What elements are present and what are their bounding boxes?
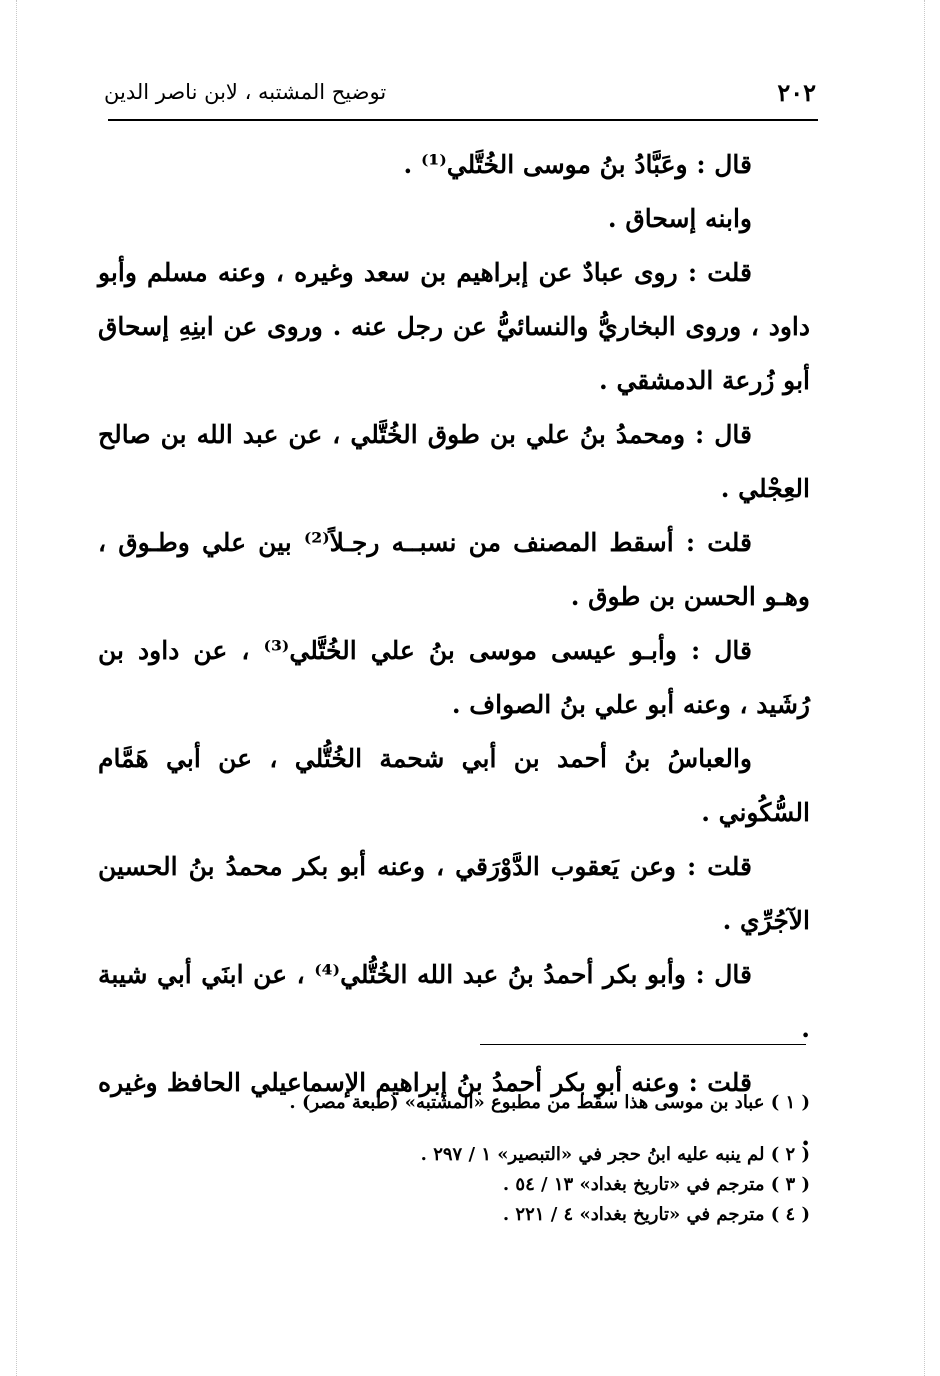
footnote: ( ٢ ) لم ينبه عليه ابنُ حجر في «التبصير» ١ / ٢٩٧ . [420, 1144, 810, 1165]
page-header [104, 78, 816, 112]
paragraph: قلت : روى عبادٌ عن إبراهيم بن سعد وغيره ، وعنه مسلم وأبو داود ، وروى البخاريُّ والنسائيُّ عن رجل عنه . وروى عن ابنِهِ إسحاق أبو زُرعة الدمشقي . [98, 258, 810, 395]
paragraph: وابنه إسحاق . [607, 204, 752, 233]
paragraph: قال : ومحمدُ بنُ علي بن طوق الخُتَّلي ، عن عبد الله بن صالح العِجْلي . [98, 420, 810, 503]
footnote: ( ٤ ) مترجم في «تاريخ بغداد» ٤ / ٢٢١ . [502, 1204, 810, 1225]
paragraph: والعباسُ بنُ أحمد بن أبي شحمة الخُتُّلي ، عن أبي هَمَّام السُّكُوني . [98, 744, 810, 827]
page-number: ٢٠٢ [777, 78, 816, 107]
running-title: توضيح المشتبه ، لابن ناصر الدين [104, 80, 387, 104]
paragraph: قال : وأبو بكر أحمدُ بنُ عبد الله الخُتُّلي⁽⁴⁾ ، عن ابنَي أبي شيبة . [98, 960, 810, 1043]
paragraph: قال : وأبـو عيسى موسى بنُ علي الخُتَّلي⁽³⁾ ، عن داود بن رُشَيد ، وعنه أبو علي بنُ الصواف . [98, 636, 810, 719]
footnote: ( ٣ ) مترجم في «تاريخ بغداد» ١٣ / ٥٤ . [502, 1174, 810, 1195]
scan-edge-line-right [924, 0, 925, 1376]
footnote-separator [480, 1044, 806, 1045]
paragraph: قلت : أسقط المصنف من نسبــه رجـلاً⁽²⁾ بين علي وطـوق ، وهـو الحسن بن طوق . [98, 528, 810, 611]
header-rule [108, 119, 818, 121]
main-text [98, 138, 810, 1164]
scan-edge-line-left [16, 0, 17, 1376]
footnotes [120, 1088, 810, 1230]
footnote: ( ١ ) عباد بن موسى هذا سقط من مطبوع «المشتبه» (طبعة مصر) . [289, 1092, 810, 1113]
paragraph: قلت : وعنه أبو بكر أحمدُ بنُ إبراهيم الإسماعيلي الحافظ وغيره . [98, 1068, 810, 1151]
paragraph: قلت : وعن يَعقوب الدَّوْرَقي ، وعنه أبو بكر محمدُ بنُ الحسين الآجُرِّي . [98, 852, 810, 935]
paragraph: قال : وعَبَّادُ بنُ موسى الخُتَّلي⁽¹⁾ . [403, 150, 752, 179]
